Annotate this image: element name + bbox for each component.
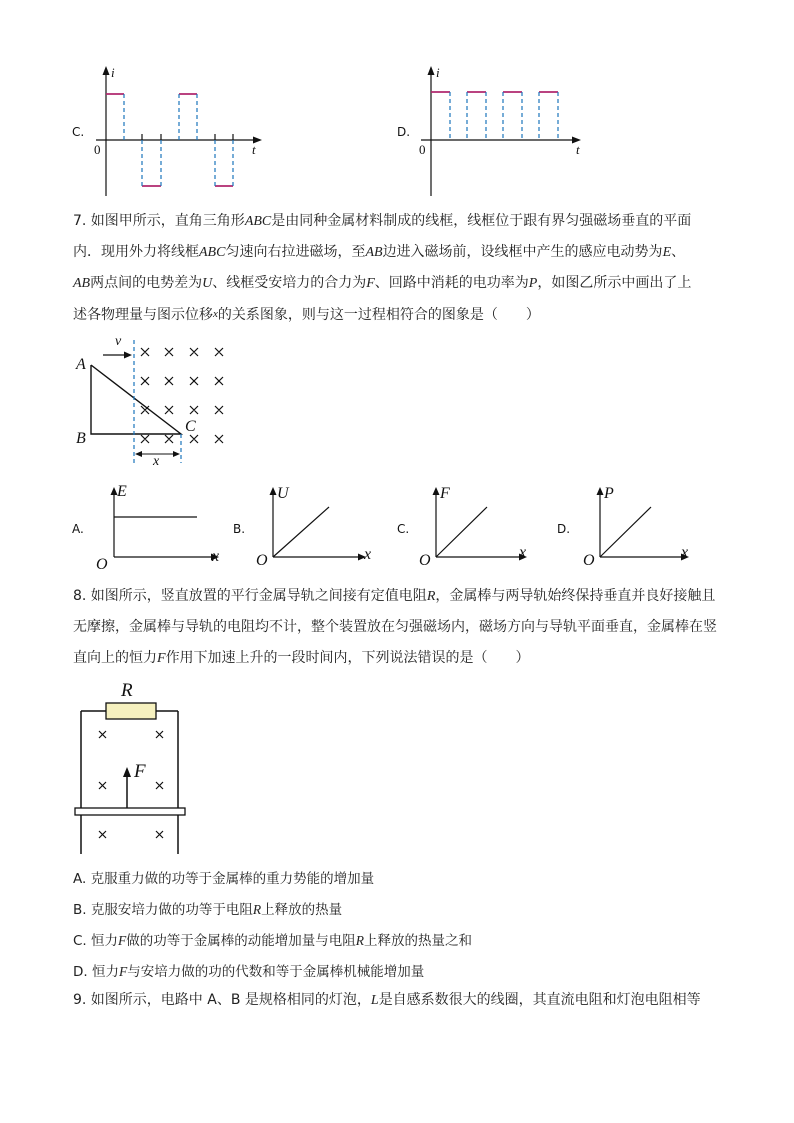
q7-graph-d-origin: O [583,552,595,569]
q7-graph-d-y: P [604,485,614,502]
graph-c-origin: 0 [94,142,101,157]
q8-text: 8. 如图所示，竖直放置的平行金属导轨之间接有定值电阻R，金属棒与两导轨始终保持垂直并良好接触且 无摩擦，金属棒与导轨的电阻均不计，整个装置放在匀强磁场内，磁场方向与导轨平面垂直，金属棒在竖 直向上的恒力F作用下加速上升的一段时间内，下列说法错误的是（ ） [73,588,717,666]
q8-option-a: A. 克服重力做的功等于金属棒的重力势能的增加量 [73,871,375,887]
q7-label-B: B [76,430,86,447]
graph-c-x-label: t [252,142,256,157]
q7-graph-c-y: F [440,485,450,502]
q8-option-b: B. 克服安培力做的功等于电阻R上释放的热量 [73,902,343,918]
q7-graph-b-x: x [364,546,372,563]
metal-rod [75,808,185,815]
graph-d-y-label: i [436,65,440,80]
q7-graph-b-origin: O [256,552,268,569]
q7-label-x: x [153,454,160,469]
q8-label-F: F [134,761,146,782]
graph-d [415,62,595,202]
graph-d-label: D. [397,125,411,139]
field-crosses [99,731,163,838]
q7-graph-a-origin: O [96,556,108,573]
q7-label-C: C [185,418,196,435]
q7-graph-c-x: x [519,544,527,561]
q7-graph-a-x: x [212,548,220,565]
graph-c-y-label: i [111,65,115,80]
q7-label-A: A [76,356,86,373]
q7-graph-d-x: x [681,544,689,561]
q7-label-v: v [115,334,122,349]
q7-graph-b-y: U [277,485,289,502]
q7-option-c-label: C. [397,522,410,536]
q8-option-c: C. 恒力F做的功等于金属棒的动能增加量与电阻R上释放的热量之和 [73,933,473,949]
q8-option-d: D. 恒力F与安培力做的功的代数和等于金属棒机械能增加量 [73,964,425,980]
resistor [106,703,156,719]
q7-option-d-label: D. [557,522,571,536]
q7-option-a-label: A. [72,522,84,536]
graph-c [90,62,270,202]
q7-graph-a-y: E [117,483,127,500]
q7-graph-c-origin: O [419,552,431,569]
q8-label-R: R [121,680,133,701]
q7-text: 7. 如图甲所示，直角三角形ABC是由同种金属材料制成的线框，线框位于跟有界匀强磁场垂直的平面 内．现用外力将线框ABC匀速向右拉进磁场，至AB边进入磁场前，设线框中产生的感应电动势为E、 AB两点间的电势差为U、线框受安培力的合力为F、回路中消耗的电功率为P，如图乙所示中画出了上 述各物理量与图示位移x的关系图象，则与这一过程相符合的图象是（ ） [73,213,692,323]
graph-d-origin: 0 [419,142,426,157]
field-crosses [141,348,223,443]
graph-d-x-label: t [576,142,580,157]
q9-text: 9. 如图所示，电路中 A、B 是规格相同的灯泡，L是自感系数很大的线圈，其直流电阻和灯泡电阻相等 [73,992,701,1008]
q7-option-b-label: B. [233,522,246,536]
graph-c-label: C. [72,125,85,139]
